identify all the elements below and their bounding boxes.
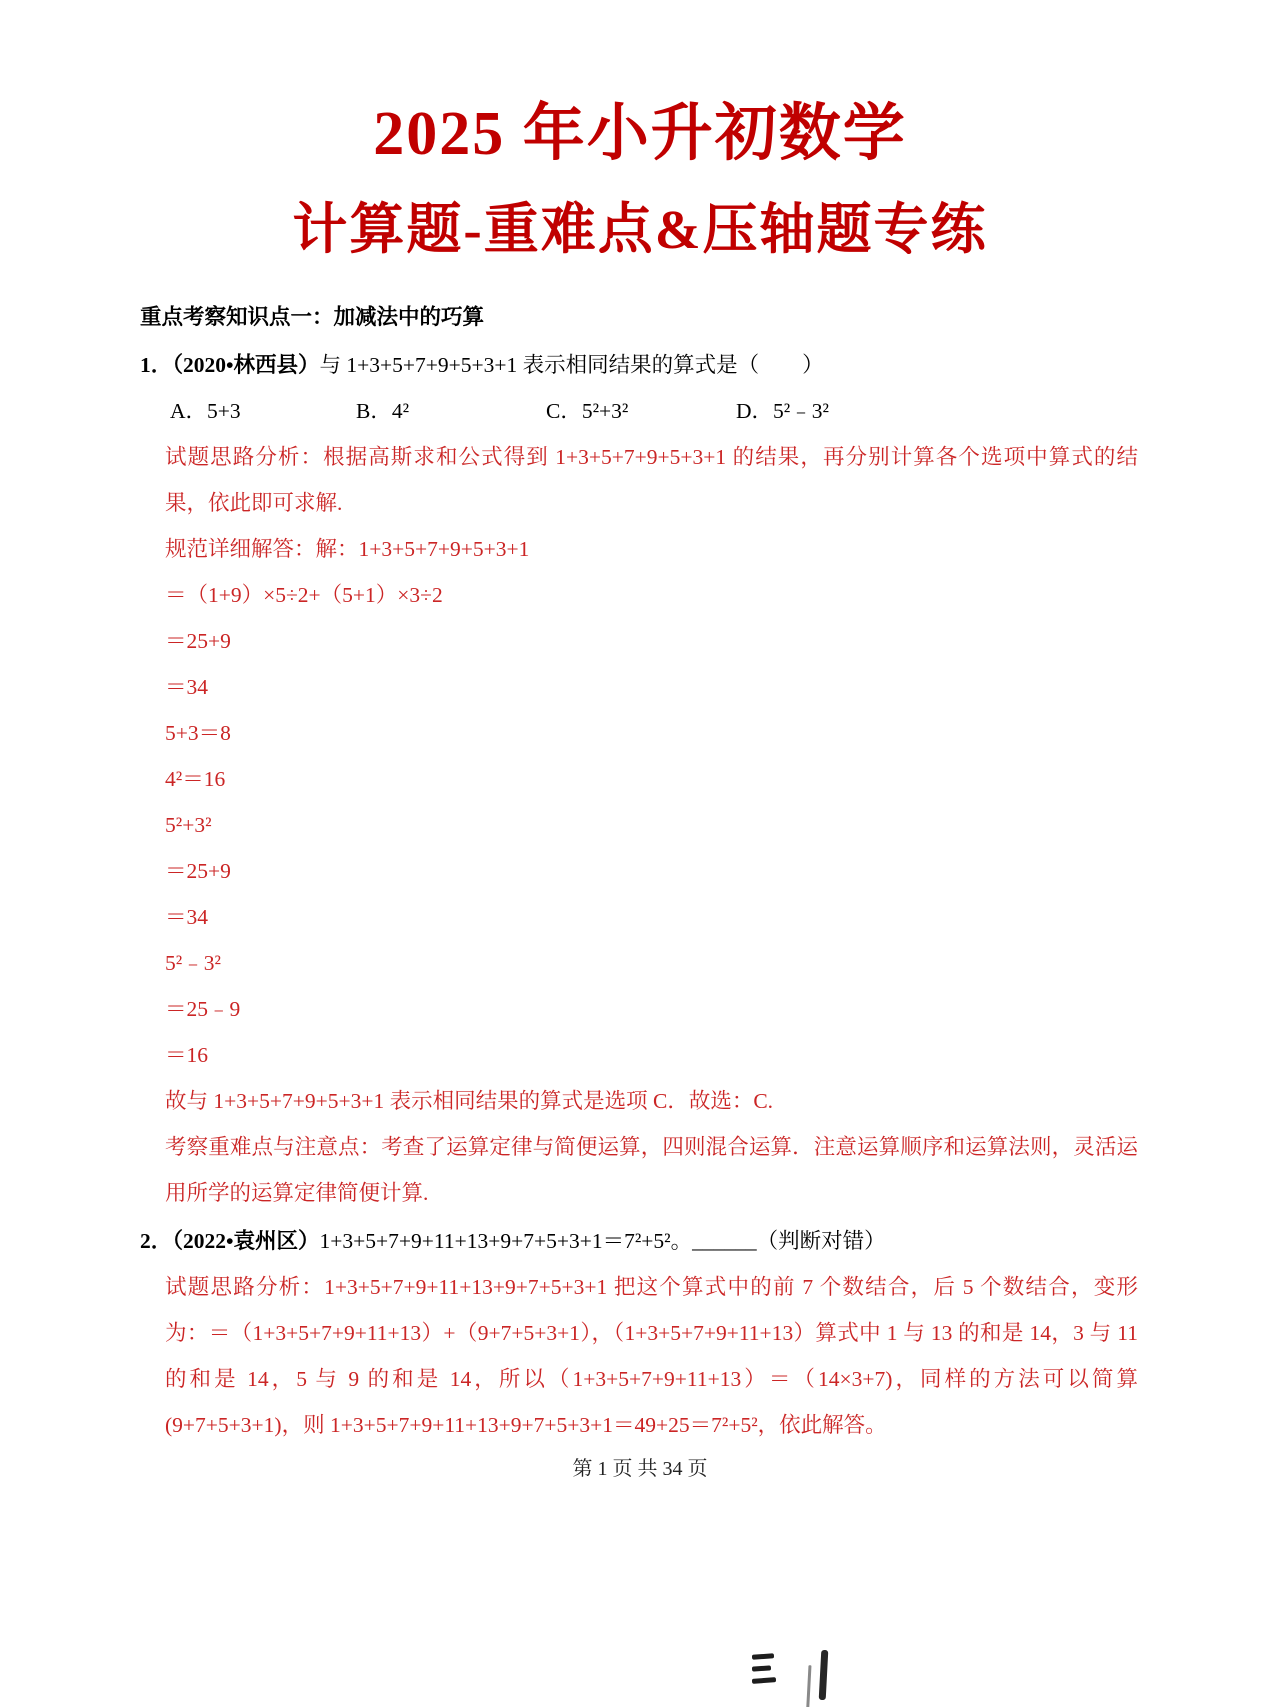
problem1-solution-line: ＝（1+9）×5÷2+（5+1）×3÷2 bbox=[165, 583, 443, 607]
problem2-number-source: 2．（2022•袁州区） bbox=[140, 1229, 320, 1253]
scan-artifact-mark bbox=[752, 1665, 771, 1671]
scan-artifact-mark bbox=[819, 1650, 829, 1700]
problem1-option-b: B．4² bbox=[356, 399, 410, 423]
scan-artifact-mark bbox=[752, 1653, 774, 1660]
problem2-question bbox=[140, 1218, 1138, 1264]
scan-artifact-mark bbox=[752, 1677, 776, 1684]
problem1-conclusion: 故与 1+3+5+7+9+5+3+1 表示相同结果的算式是选项 C．故选：C. bbox=[165, 1089, 774, 1113]
problem1-solution-line: ＝16 bbox=[165, 1043, 209, 1067]
problem1-option-c: C．5²+3² bbox=[546, 399, 629, 423]
problem1-analysis: 试题思路分析：根据高斯求和公式得到 1+3+5+7+9+5+3+1 的结果，再分别计算各个选项中算式的结果，依此即可求解. bbox=[165, 445, 1138, 515]
problem1-solution-line: ＝25+9 bbox=[165, 629, 231, 653]
problem1-option-d: D．5²﹣3² bbox=[736, 399, 829, 423]
problem1-question bbox=[140, 342, 1138, 388]
problem1-solution-line: ＝34 bbox=[165, 675, 209, 699]
problem1-options bbox=[170, 388, 1138, 434]
problem1-solution-line: ＝34 bbox=[165, 905, 209, 929]
scan-artifact bbox=[752, 1648, 842, 1704]
problem2-question-text: 1+3+5+7+9+11+13+9+7+5+3+1＝7²+5²。 bbox=[319, 1229, 693, 1253]
doc-title-line2: 计算题-重难点&压轴题专练 bbox=[292, 199, 988, 260]
problem1-solution-line: 规范详细解答：解：1+3+5+7+9+5+3+1 bbox=[165, 537, 530, 561]
problem1-solution-line: 5²﹣3² bbox=[165, 951, 221, 975]
doc-title-line1: 2025 年小升初数学 bbox=[373, 100, 907, 168]
problem1-solution-line: 5+3＝8 bbox=[165, 721, 231, 745]
problem2-question-suffix: （判断对错） bbox=[756, 1229, 886, 1253]
problem1-solution-line: ＝25+9 bbox=[165, 859, 231, 883]
page-footer: 第 1 页 共 34 页 bbox=[572, 1458, 708, 1480]
problem1-option-a: A．5+3 bbox=[170, 399, 241, 423]
problem1-solution-line: 5²+3² bbox=[165, 813, 212, 837]
document-body bbox=[140, 294, 1138, 1448]
problem1-question-text: 与 1+3+5+7+9+5+3+1 表示相同结果的算式是（ ） bbox=[319, 353, 824, 377]
problem1-key-points: 考察重难点与注意点：考查了运算定律与简便运算，四则混合运算．注意运算顺序和运算法则，灵活运用所学的运算定律简便计算. bbox=[165, 1135, 1138, 1205]
problem2-answer-blank: ______ bbox=[692, 1229, 757, 1253]
problem1-solution-line: ＝25﹣9 bbox=[165, 997, 241, 1021]
section-heading: 重点考察知识点一：加减法中的巧算 bbox=[140, 305, 485, 329]
problem1-number-source: 1．（2020•林西县） bbox=[140, 353, 320, 377]
problem2-analysis: 试题思路分析：1+3+5+7+9+11+13+9+7+5+3+1 把这个算式中的前 7 个数结合，后 5 个数结合，变形为：＝（1+3+5+7+9+11+13）+（9+7+5+3+1），（1+3+5+7+9+11+13）算式中 1 与 13 的和是 14，3 与 11 的和是 14，5 与 9 的和是 14，所以（1+3+5+7+9+11+13）＝（14×3+7)，同样的方法可以简算(9+7+5+3+1)，则 1+3+5+7+9+11+13+9+7+5+3+1＝49+25＝7²+5²，依此解答。 bbox=[165, 1275, 1138, 1437]
problem1-solution-line: 4²＝16 bbox=[165, 767, 226, 791]
